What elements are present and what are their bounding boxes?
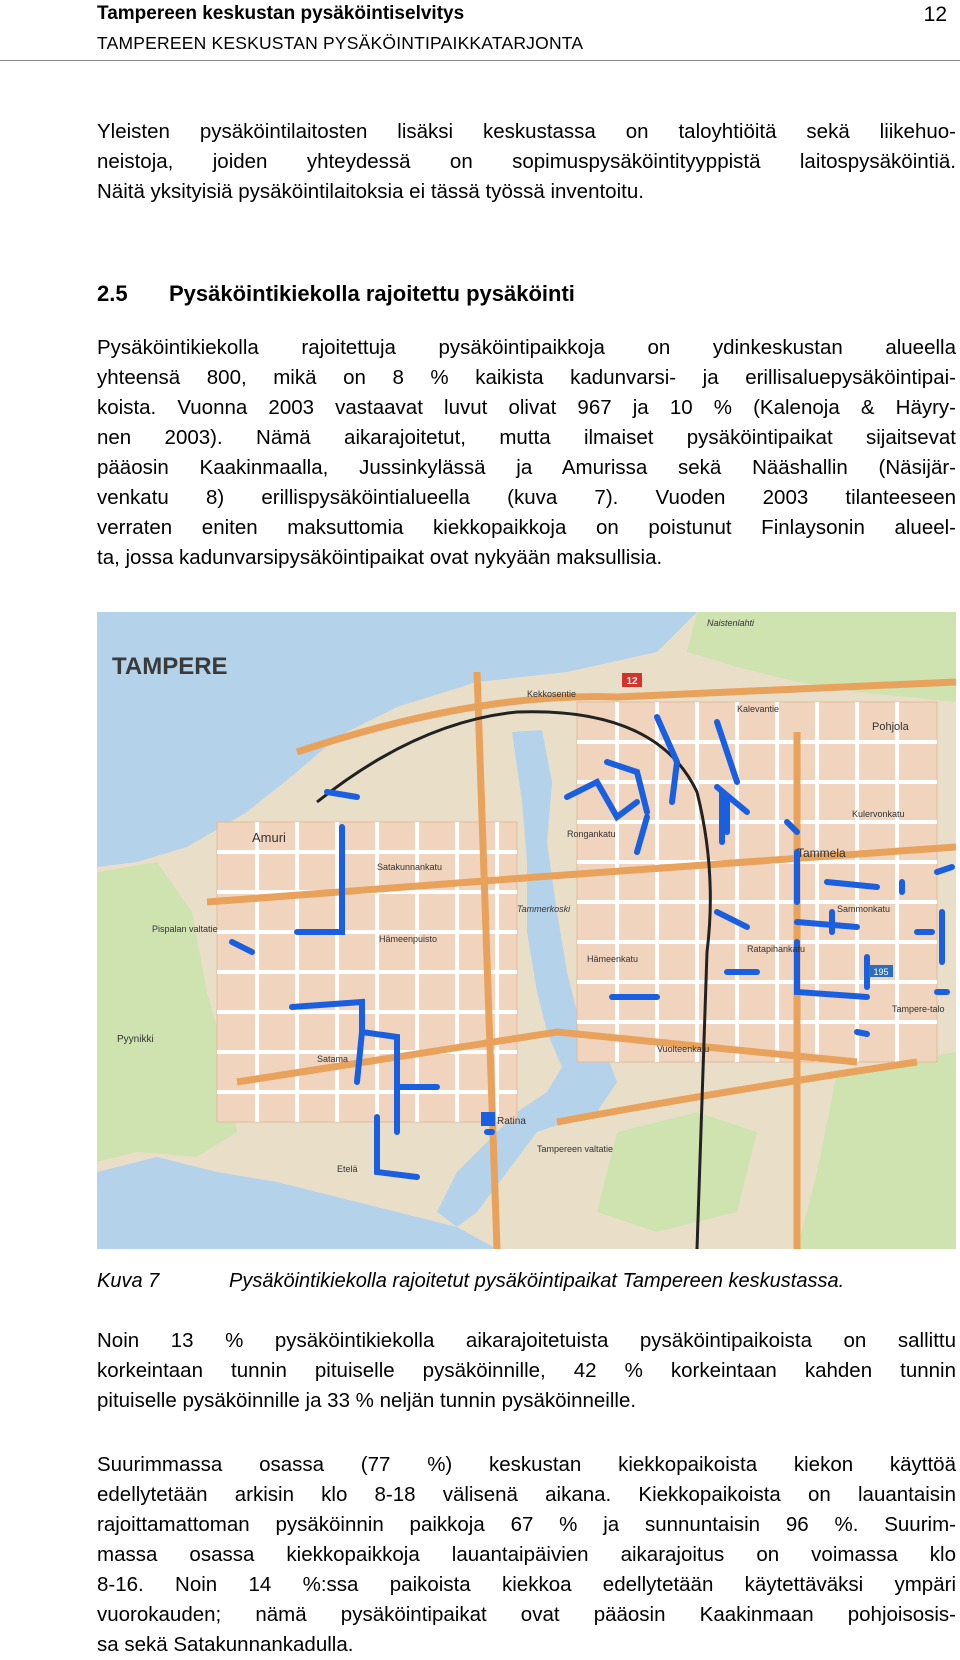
- map-title: TAMPERE: [112, 653, 228, 680]
- label-kekkosentie: Kekkosentie: [527, 689, 577, 699]
- city-map-figure: [97, 612, 956, 1249]
- text-line: verraten eniten maksuttomia kiekkopaikkoja on poistunut Finlaysonin alueel-: [97, 516, 956, 539]
- label-hameenkatu: Hämeenkatu: [587, 954, 639, 964]
- label-kulervonkatu: Kulervonkatu: [852, 809, 905, 819]
- text-line: yhteensä 800, mikä on 8 % kaikista kadunvarsi- ja erillisaluepysäköintipai-: [97, 366, 956, 389]
- text-line: pituiselle pysäköinnille ja 33 % neljän tunnin pysäköinneille.: [97, 1389, 637, 1412]
- text-line: Pysäköintikiekolla rajoitettuja pysäköintipaikkoja on ydinkeskustan alueella: [97, 336, 956, 359]
- parking-lot-ratina: [481, 1112, 495, 1126]
- label-amuri: Amuri: [252, 830, 286, 845]
- map-graphic: [97, 612, 956, 1249]
- page-number: 12: [923, 3, 947, 26]
- label-pyynikki: Pyynikki: [117, 1034, 154, 1045]
- text-line: 8-16. Noin 14 %:ssa paikoista kiekkoa edellytetään käytettäväksi ympäri: [97, 1573, 956, 1596]
- text-line: pääosin Kaakinmaalla, Jussinkylässä ja Amurissa sekä Nääshallin (Näsijär-: [97, 456, 956, 479]
- section-paragraph: [97, 333, 956, 573]
- figure-label: Kuva 7: [97, 1270, 160, 1292]
- intro-paragraph: [97, 117, 956, 207]
- road-12-label: 12: [626, 676, 638, 687]
- road-195-label: 195: [873, 967, 889, 977]
- label-vuolteenkatu: Vuolteenkatu: [657, 1044, 710, 1054]
- text-line: ta, jossa kadunvarsipysäköintipaikat ovat nykyään maksullisia.: [97, 546, 663, 569]
- text-line: Suurimmassa osassa (77 %) keskustan kiekkopaikoista kiekon käyttöä: [97, 1453, 956, 1476]
- text-line: neistoja, joiden yhteydessä on sopimuspysäköintityyppistä laitospysäköintiä.: [97, 150, 956, 173]
- label-rongankatu: Rongankatu: [567, 829, 616, 839]
- document-title: Tampereen keskustan pysäköintiselvitys: [97, 3, 465, 24]
- label-tampere-talo: Tampere-talo: [892, 1004, 945, 1014]
- section-number: 2.5: [97, 281, 128, 306]
- paragraph-4: [97, 1450, 956, 1660]
- label-tammerkoski: Tammerkoski: [517, 904, 571, 914]
- text-line: Noin 13 % pysäköintikiekolla aikarajoitetuista pysäköintipaikoista on sallittu: [97, 1329, 956, 1352]
- text-line: nen 2003). Nämä aikarajoitetut, mutta ilmaiset pysäköintipaikat sijaitsevat: [97, 426, 956, 449]
- section-title: Pysäköintikiekolla rajoitettu pysäköinti: [169, 281, 575, 306]
- label-kalevantie: Kalevantie: [737, 704, 780, 714]
- label-ratina: Ratina: [497, 1116, 526, 1127]
- label-satama: Satama: [317, 1054, 349, 1064]
- figure-caption-text: Pysäköintikiekolla rajoitetut pysäköintipaikat Tampereen keskustassa.: [229, 1270, 845, 1292]
- label-tampereen-valtatie: Tampereen valtatie: [537, 1144, 614, 1154]
- label-tammela: Tammela: [797, 846, 846, 860]
- text-line: venkatu 8) erillispysäköintialueella (kuva 7). Vuoden 2003 tilanteeseen: [97, 486, 956, 509]
- text-line: Yleisten pysäköintilaitosten lisäksi keskustassa on taloyhtiöitä sekä liikehuo-: [97, 120, 956, 143]
- text-line: massa osassa kiekkopaikkoja lauantaipäivien aikarajoitus on voimassa klo: [97, 1543, 956, 1566]
- label-ratapihankatu: Ratapihankatu: [747, 944, 806, 954]
- label-satakunnankatu: Satakunnankatu: [377, 862, 443, 872]
- paragraph-3: [97, 1326, 956, 1416]
- text-line: rajoittamattoman pysäköinnin paikkoja 67 % ja sunnuntaisin 96 %. Suurim-: [97, 1513, 956, 1536]
- label-naistenlahti: Naistenlahti: [707, 618, 755, 628]
- text-line: koista. Vuonna 2003 vastaavat luvut olivat 967 ja 10 % (Kalenoja & Häyry-: [97, 396, 956, 419]
- section-heading: [97, 281, 575, 307]
- text-line: Näitä yksityisiä pysäköintilaitoksia ei tässä työssä inventoitu.: [97, 180, 644, 203]
- header-divider: [0, 60, 960, 61]
- text-line: vuorokauden; nämä pysäköintipaikat ovat pääosin Kaakinmaan pohjoisosis-: [97, 1603, 956, 1626]
- text-line: edellytetään arkisin klo 8-18 välisenä aikana. Kiekkopaikoista on lauantaisin: [97, 1483, 956, 1506]
- label-etela: Etelä: [337, 1164, 358, 1174]
- label-sammonkatu: Sammonkatu: [837, 904, 891, 914]
- text-line: sa sekä Satakunnankadulla.: [97, 1633, 354, 1656]
- city-blocks-east: [577, 702, 937, 1062]
- label-pohjola: Pohjola: [872, 721, 909, 733]
- label-hameenpuisto: Hämeenpuisto: [379, 934, 438, 944]
- chapter-title: TAMPEREEN KESKUSTAN PYSÄKÖINTIPAIKKATARJONTA: [97, 33, 584, 53]
- text-line: korkeintaan tunnin pituiselle pysäköinnille, 42 % korkeintaan kahden tunnin: [97, 1359, 956, 1382]
- label-pispalan: Pispalan valtatie: [152, 924, 218, 934]
